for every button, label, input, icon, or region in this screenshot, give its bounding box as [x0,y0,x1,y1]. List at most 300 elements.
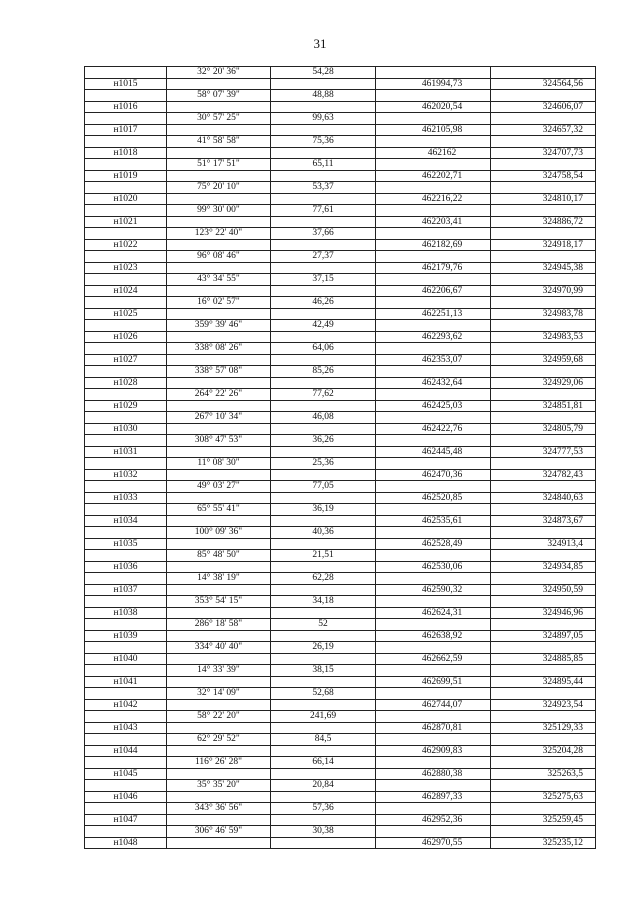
empty-cell [85,688,167,700]
empty-cell [376,297,491,309]
segment-row [85,435,596,447]
point-name: н1039 [85,630,167,642]
point-row [85,561,596,573]
point-x: 462293,62 [376,331,491,343]
empty-cell [85,251,167,263]
point-name: н1016 [85,101,167,113]
point-y: 324657,32 [491,124,596,136]
segment-angle: 35° 35' 20" [167,780,271,792]
empty-cell [376,573,491,585]
empty-cell [167,262,271,274]
empty-cell [271,492,376,504]
empty-cell [376,826,491,838]
empty-cell [491,389,596,401]
point-row [85,216,596,228]
empty-cell [167,699,271,711]
point-y: 324606,07 [491,101,596,113]
point-name: н1027 [85,354,167,366]
point-x: 462432,64 [376,377,491,389]
point-row [85,538,596,550]
point-name: н1020 [85,193,167,205]
segment-angle: 75° 20' 10" [167,182,271,194]
point-row [85,469,596,481]
point-x: 462662,59 [376,653,491,665]
empty-cell [167,331,271,343]
segment-distance: 46,08 [271,412,376,424]
empty-cell [271,791,376,803]
empty-cell [167,722,271,734]
empty-cell [491,688,596,700]
segment-distance: 42,49 [271,320,376,332]
empty-cell [271,423,376,435]
empty-cell [491,573,596,585]
empty-cell [85,182,167,194]
empty-cell [85,665,167,677]
empty-cell [491,803,596,815]
segment-distance: 37,66 [271,228,376,240]
empty-cell [167,630,271,642]
point-y: 324805,79 [491,423,596,435]
segment-row [85,412,596,424]
segment-distance: 46,26 [271,297,376,309]
point-row [85,331,596,343]
segment-row [85,826,596,838]
point-y: 325259,45 [491,814,596,826]
segment-angle: 353° 54' 15" [167,596,271,608]
empty-cell [271,745,376,757]
empty-cell [271,722,376,734]
empty-cell [85,435,167,447]
empty-cell [167,492,271,504]
empty-cell [271,515,376,527]
empty-cell [376,665,491,677]
empty-cell [85,573,167,585]
segment-row [85,67,596,79]
point-x: 462470,36 [376,469,491,481]
point-name: н1038 [85,607,167,619]
segment-angle: 308° 47' 53" [167,435,271,447]
segment-angle: 30° 57' 25" [167,113,271,125]
empty-cell [167,607,271,619]
point-x: 462744,07 [376,699,491,711]
point-x: 462182,69 [376,239,491,251]
segment-row [85,205,596,217]
point-x: 462179,76 [376,262,491,274]
point-y: 325263,5 [491,768,596,780]
point-name: н1029 [85,400,167,412]
segment-angle: 123° 22' 40" [167,228,271,240]
empty-cell [85,803,167,815]
empty-cell [85,320,167,332]
empty-cell [271,584,376,596]
empty-cell [167,676,271,688]
empty-cell [491,619,596,631]
empty-cell [271,239,376,251]
segment-angle: 286° 18' 58" [167,619,271,631]
segment-angle: 32° 14' 09" [167,688,271,700]
segment-angle: 49° 03' 27" [167,481,271,493]
point-x: 462970,55 [376,837,491,849]
point-x: 461994,73 [376,78,491,90]
segment-distance: 21,51 [271,550,376,562]
point-x: 462203,41 [376,216,491,228]
segment-distance: 26,19 [271,642,376,654]
point-y: 324934,85 [491,561,596,573]
point-x: 462520,85 [376,492,491,504]
segment-row [85,389,596,401]
empty-cell [85,389,167,401]
point-y: 324885,85 [491,653,596,665]
empty-cell [167,308,271,320]
point-y: 325204,28 [491,745,596,757]
segment-distance: 65,11 [271,159,376,171]
point-x: 462216,22 [376,193,491,205]
segment-distance: 36,26 [271,435,376,447]
point-y: 324840,63 [491,492,596,504]
segment-angle: 43° 34' 55" [167,274,271,286]
empty-cell [491,274,596,286]
segment-angle: 65° 55' 41" [167,504,271,516]
point-y: 324929,06 [491,377,596,389]
empty-cell [271,814,376,826]
empty-cell [491,435,596,447]
segment-row [85,780,596,792]
empty-cell [167,837,271,849]
point-y: 324782,43 [491,469,596,481]
point-y: 324873,67 [491,515,596,527]
segment-angle: 334° 40' 40" [167,642,271,654]
empty-cell [167,377,271,389]
coordinates-table [84,66,596,849]
point-name: н1046 [85,791,167,803]
segment-row [85,688,596,700]
empty-cell [271,446,376,458]
empty-cell [271,78,376,90]
point-name: н1017 [85,124,167,136]
empty-cell [491,320,596,332]
point-row [85,768,596,780]
empty-cell [491,757,596,769]
point-y: 324946,96 [491,607,596,619]
empty-cell [85,274,167,286]
point-y: 324886,72 [491,216,596,228]
segment-row [85,711,596,723]
empty-cell [491,67,596,79]
empty-cell [271,561,376,573]
empty-cell [376,711,491,723]
segment-row [85,642,596,654]
point-y: 325275,63 [491,791,596,803]
segment-row [85,113,596,125]
empty-cell [85,159,167,171]
empty-cell [271,837,376,849]
point-name: н1019 [85,170,167,182]
point-x: 462530,06 [376,561,491,573]
point-row [85,377,596,389]
point-x: 462422,76 [376,423,491,435]
empty-cell [167,170,271,182]
point-row [85,515,596,527]
segment-row [85,320,596,332]
point-x: 462699,51 [376,676,491,688]
empty-cell [376,205,491,217]
empty-cell [271,538,376,550]
segment-row [85,757,596,769]
point-row [85,745,596,757]
segment-row [85,343,596,355]
empty-cell [167,400,271,412]
segment-distance: 77,62 [271,389,376,401]
empty-cell [271,308,376,320]
segment-row [85,573,596,585]
point-row [85,78,596,90]
point-row [85,239,596,251]
point-name: н1021 [85,216,167,228]
point-x: 462353,07 [376,354,491,366]
point-row [85,837,596,849]
point-x: 462251,13 [376,308,491,320]
empty-cell [271,630,376,642]
point-y: 324758,54 [491,170,596,182]
empty-cell [491,734,596,746]
segment-distance: 52,68 [271,688,376,700]
empty-cell [271,354,376,366]
point-name: н1041 [85,676,167,688]
empty-cell [491,182,596,194]
point-name: н1025 [85,308,167,320]
segment-angle: 267° 10' 34" [167,412,271,424]
segment-row [85,665,596,677]
point-x: 462528,49 [376,538,491,550]
empty-cell [85,619,167,631]
empty-cell [167,469,271,481]
point-x: 462909,83 [376,745,491,757]
point-row [85,492,596,504]
segment-distance: 77,05 [271,481,376,493]
empty-cell [491,550,596,562]
point-x: 462952,36 [376,814,491,826]
segment-distance: 77,61 [271,205,376,217]
empty-cell [491,504,596,516]
point-row [85,423,596,435]
empty-cell [376,67,491,79]
point-y: 324918,17 [491,239,596,251]
segment-angle: 99° 30' 00" [167,205,271,217]
empty-cell [376,412,491,424]
point-name: н1043 [85,722,167,734]
point-y: 324913,4 [491,538,596,550]
point-name: н1040 [85,653,167,665]
point-name: н1023 [85,262,167,274]
empty-cell [85,228,167,240]
point-name: н1044 [85,745,167,757]
empty-cell [85,366,167,378]
segment-distance: 36,19 [271,504,376,516]
point-name: н1030 [85,423,167,435]
empty-cell [85,757,167,769]
point-row [85,446,596,458]
point-x: 462638,92 [376,630,491,642]
empty-cell [271,147,376,159]
point-row [85,607,596,619]
empty-cell [167,147,271,159]
point-x: 462624,31 [376,607,491,619]
empty-cell [376,688,491,700]
point-y: 325235,12 [491,837,596,849]
point-row [85,722,596,734]
segment-distance: 25,36 [271,458,376,470]
point-y: 324983,78 [491,308,596,320]
point-row [85,653,596,665]
segment-row [85,182,596,194]
empty-cell [167,216,271,228]
empty-cell [376,504,491,516]
segment-angle: 14° 33' 39" [167,665,271,677]
empty-cell [167,423,271,435]
segment-angle: 100° 09' 36" [167,527,271,539]
point-x: 462870,81 [376,722,491,734]
empty-cell [491,297,596,309]
empty-cell [491,780,596,792]
empty-cell [85,343,167,355]
empty-cell [376,136,491,148]
empty-cell [85,412,167,424]
point-y: 324777,53 [491,446,596,458]
point-x: 462020,54 [376,101,491,113]
page-number: 31 [313,36,327,51]
segment-distance: 27,37 [271,251,376,263]
segment-distance: 48,88 [271,90,376,102]
segment-distance: 241,69 [271,711,376,723]
point-row [85,400,596,412]
segment-angle: 14° 38' 19" [167,573,271,585]
segment-distance: 52 [271,619,376,631]
empty-cell [376,458,491,470]
empty-cell [491,481,596,493]
point-name: н1015 [85,78,167,90]
empty-cell [491,665,596,677]
point-row [85,262,596,274]
empty-cell [85,67,167,79]
empty-cell [85,504,167,516]
empty-cell [271,699,376,711]
point-row [85,630,596,642]
empty-cell [376,619,491,631]
empty-cell [376,481,491,493]
empty-cell [271,170,376,182]
empty-cell [491,412,596,424]
empty-cell [271,124,376,136]
segment-distance: 66,14 [271,757,376,769]
point-y: 324950,59 [491,584,596,596]
empty-cell [271,768,376,780]
point-row [85,584,596,596]
segment-angle: 96° 08' 46" [167,251,271,263]
segment-row [85,136,596,148]
empty-cell [491,205,596,217]
coordinates-table-container [84,66,595,849]
point-y: 324945,38 [491,262,596,274]
segment-distance: 75,36 [271,136,376,148]
segment-row [85,228,596,240]
point-row [85,814,596,826]
empty-cell [491,711,596,723]
segment-angle: 58° 07' 39" [167,90,271,102]
point-x: 462206,67 [376,285,491,297]
point-row [85,170,596,182]
empty-cell [85,297,167,309]
segment-row [85,803,596,815]
empty-cell [271,216,376,228]
point-y: 324810,17 [491,193,596,205]
point-name: н1033 [85,492,167,504]
segment-angle: 16° 02' 57" [167,297,271,309]
point-name: н1026 [85,331,167,343]
point-row [85,124,596,136]
empty-cell [167,653,271,665]
segment-row [85,90,596,102]
empty-cell [85,711,167,723]
empty-cell [271,607,376,619]
empty-cell [376,159,491,171]
segment-row [85,458,596,470]
empty-cell [167,584,271,596]
segment-row [85,596,596,608]
segment-row [85,366,596,378]
point-row [85,308,596,320]
segment-row [85,527,596,539]
empty-cell [85,550,167,562]
point-name: н1022 [85,239,167,251]
empty-cell [167,124,271,136]
empty-cell [167,239,271,251]
point-row [85,147,596,159]
point-x: 462445,48 [376,446,491,458]
segment-distance: 20,84 [271,780,376,792]
empty-cell [491,343,596,355]
empty-cell [491,596,596,608]
point-x: 462535,61 [376,515,491,527]
point-y: 324564,56 [491,78,596,90]
point-x: 462202,71 [376,170,491,182]
empty-cell [376,803,491,815]
point-name: н1047 [85,814,167,826]
point-y: 324851,81 [491,400,596,412]
segment-distance: 34,18 [271,596,376,608]
point-x: 462880,38 [376,768,491,780]
point-y: 324897,05 [491,630,596,642]
empty-cell [376,182,491,194]
point-name: н1048 [85,837,167,849]
empty-cell [85,826,167,838]
point-name: н1034 [85,515,167,527]
empty-cell [85,734,167,746]
point-name: н1024 [85,285,167,297]
segment-angle: 116° 26' 28" [167,757,271,769]
empty-cell [491,136,596,148]
empty-cell [376,113,491,125]
segment-angle: 11° 08' 30" [167,458,271,470]
point-x: 462425,03 [376,400,491,412]
empty-cell [167,791,271,803]
point-x: 462590,32 [376,584,491,596]
empty-cell [271,331,376,343]
empty-cell [376,527,491,539]
point-x: 462897,33 [376,791,491,803]
point-name: н1045 [85,768,167,780]
empty-cell [491,527,596,539]
empty-cell [376,780,491,792]
